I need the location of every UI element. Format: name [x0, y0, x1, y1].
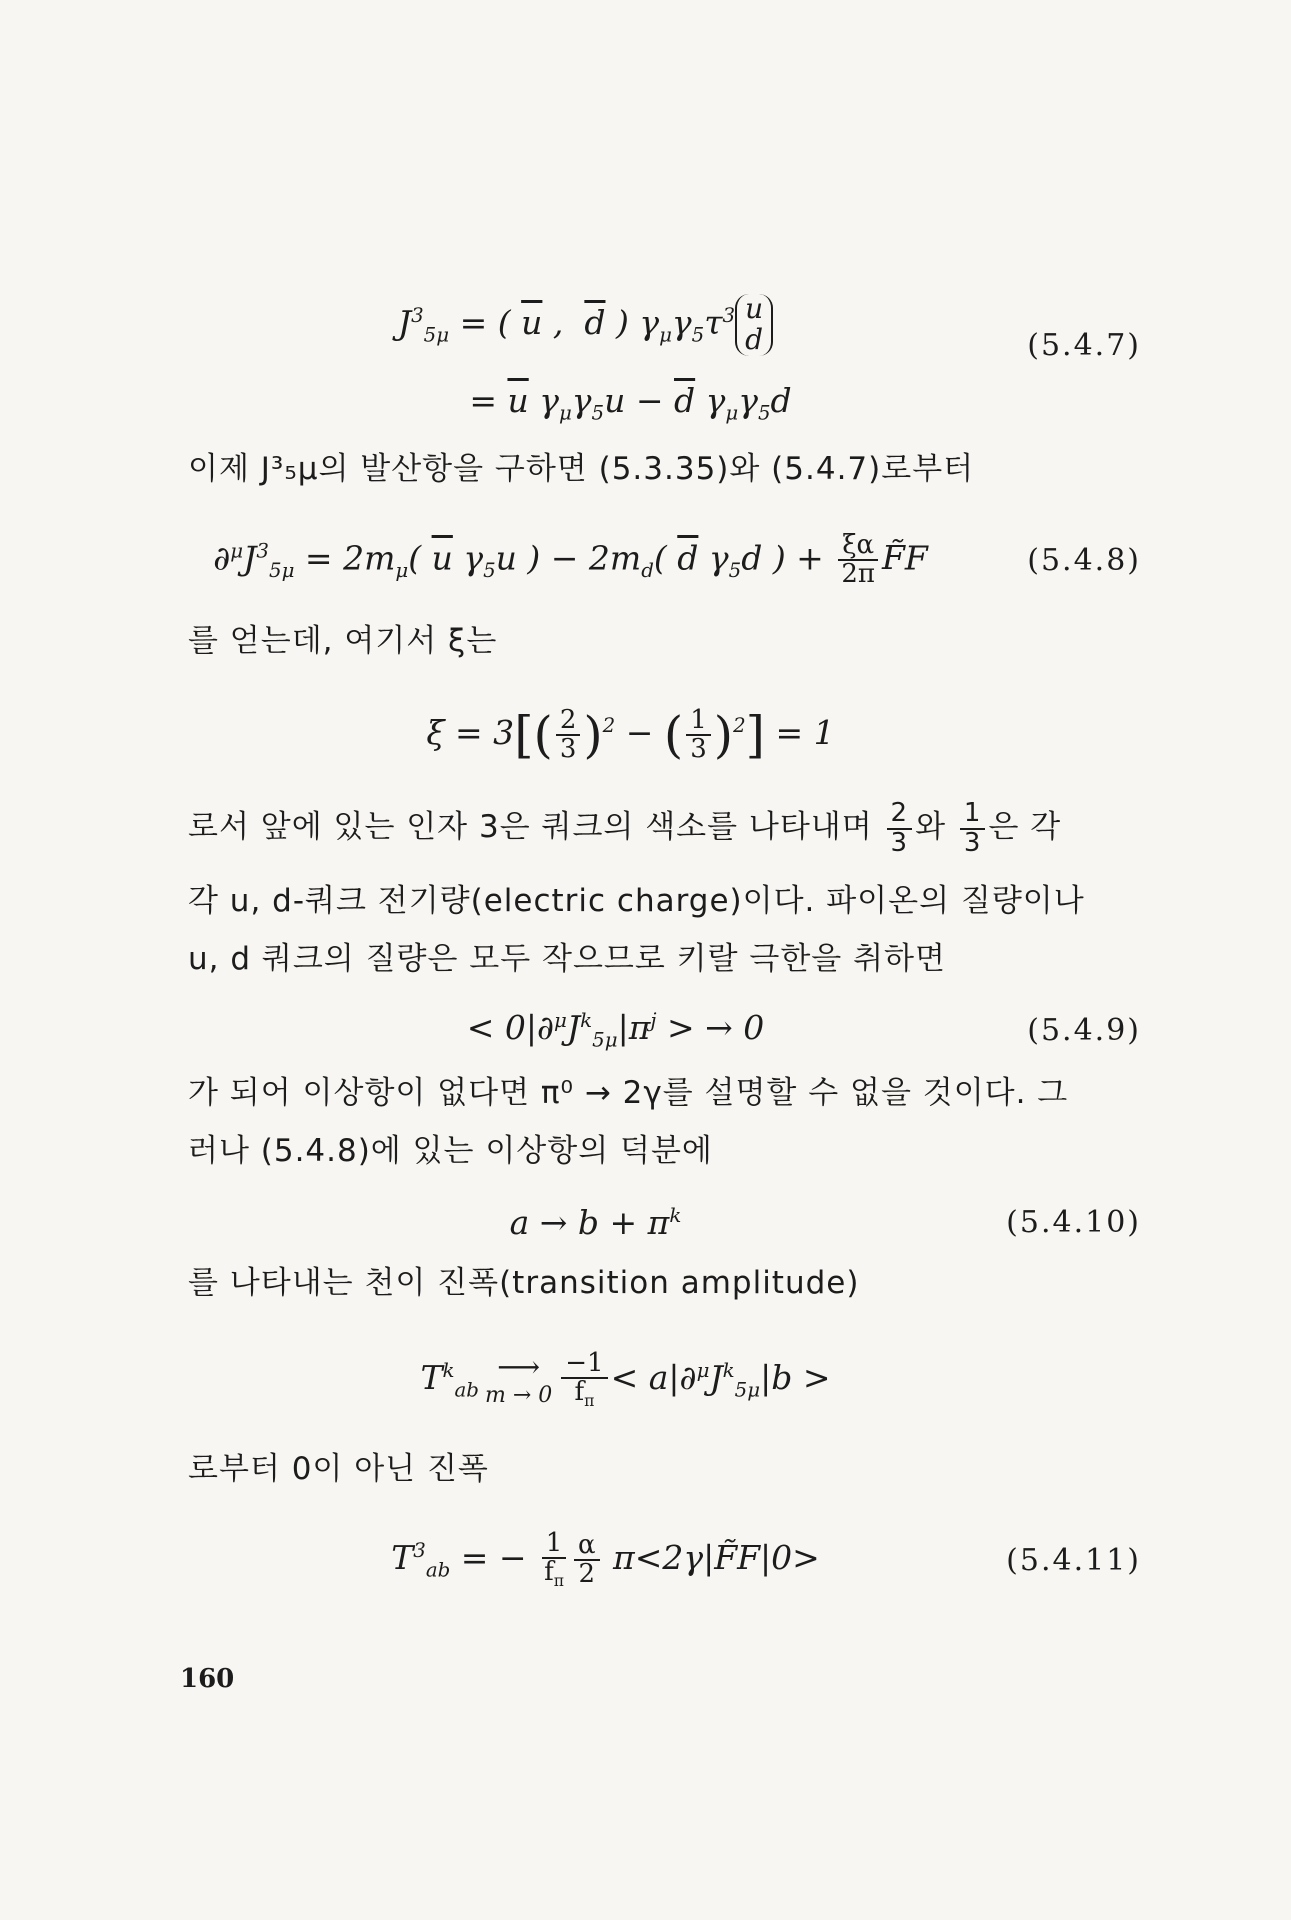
equation-xi: ξ = 3[( $\frac{2}{3}$ )$^2$ − ( $\frac{1}{3}$ )$^2$] = 1 — [426, 704, 835, 764]
equation-5-4-7-number-row — [0, 325, 1291, 365]
paragraph-intro: 이제 J³₅μ의 발산항을 구하면 (5.3.35)와 (5.4.7)로부터 — [188, 451, 975, 487]
equation-5-4-11: $T^3_{ab}$ = − $\frac{1}{f_\pi}$ $\frac{\alpha}{2}$ π<2γ|F̃F|0> (5.4.11) — [391, 1528, 1141, 1591]
paragraph-anomaly-line1: 가 되어 이상항이 없다면 π⁰ → 2γ를 설명할 수 없을 것이다. 그 — [188, 1075, 1069, 1111]
page-number: 160 — [180, 1664, 235, 1694]
fraction-one-third: $\frac{1}{3}$ — [960, 800, 986, 857]
equation-5-4-10: $a \to b + \pi^k$ (5.4.10) — [509, 1202, 1141, 1242]
paragraph-transition: 를 나타내는 천이 진폭(transition amplitude) — [188, 1265, 860, 1301]
paragraph-color-factor-line2: 각 u, d-쿼크 전기량(electric charge)이다. 파이온의 질량이나 — [188, 883, 1085, 919]
equation-transition-amplitude: $T^k_{ab}$ ⟶ m → 0 $\frac{-1}{f_\pi}$ < $a|\partial^\mu J^k_{5\mu}|b$ > — [420, 1348, 831, 1411]
paragraph-color-factor-line3: u, d 쿼크의 질량은 모두 작으므로 키랄 극한을 취하면 — [188, 941, 946, 977]
equation-number: (5.4.11) — [1006, 1542, 1141, 1578]
equation-5-4-9: < $0|\partial^\mu J^k_{5\mu}|\pi^j$ > → 0 (5.4.9) — [466, 1008, 1141, 1052]
paragraph-nonzero: 로부터 0이 아닌 진폭 — [188, 1451, 489, 1487]
equation-5-4-7-line2: = $\overline{u}$ $\gamma_\mu\gamma_5u - \overline{d}$ $\gamma_\mu\gamma_5d$ — [469, 381, 792, 425]
fraction-two-thirds: $\frac{2}{3}$ — [887, 800, 913, 857]
equation-number: (5.4.10) — [1006, 1204, 1141, 1240]
paragraph-anomaly-line2: 러나 (5.4.8)에 있는 이상항의 덕분에 — [188, 1133, 713, 1169]
equation-5-4-8: $\partial^\mu J^3_{5\mu} = 2m_\mu$( $\overline{u}$ $\gamma_5u$ ) − $2m_d$( $\overline{d}$ $\gamma_5d$ ) + $\frac{\xi\alpha}{2\pi}$ F̃F (5.4.8) — [213, 529, 1141, 589]
equation-number: (5.4.9) — [1027, 1012, 1141, 1048]
paragraph-color-factor-line1: 로서 앞에 있는 인자 3은 쿼크의 색소를 나타내며 $\frac{2}{3}$ 와 $\frac{1}{3}$ 은 각 — [188, 798, 1062, 858]
equation-5-4-7-line1: $J^3_{5\mu}$ = ( $\overline{u}$ , $\overline{d}$ ) $\gamma_\mu\gamma_5\tau^3$ u d — [0, 290, 1291, 360]
paragraph-xi-intro: 를 얻는데, 여기서 ξ는 — [188, 623, 498, 659]
equation-number: (5.4.8) — [1027, 542, 1141, 578]
equation-number: (5.4.7) — [1027, 327, 1141, 363]
